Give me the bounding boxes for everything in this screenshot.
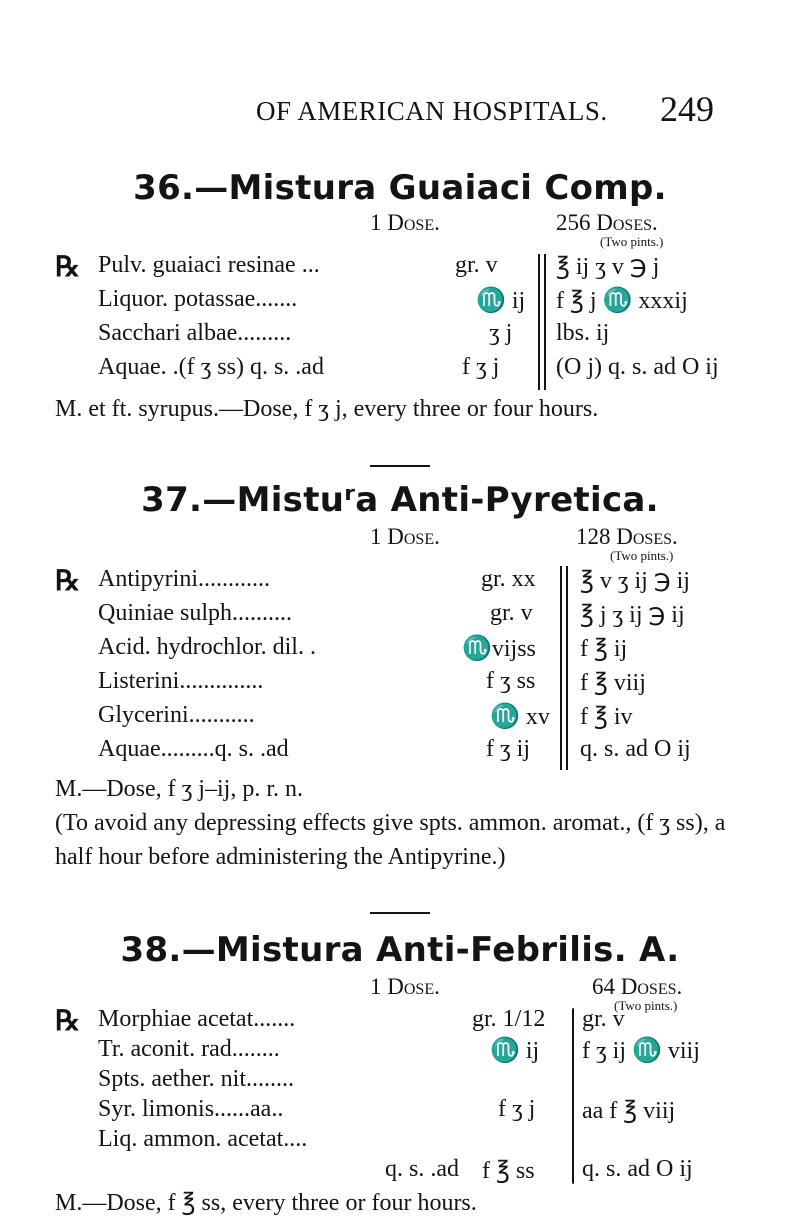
- column-head-note: (Two pints.): [614, 998, 678, 1013]
- directions: M.—Dose, f ʒ j–ij, p. r. n.: [55, 776, 303, 802]
- single-dose: ♏ ij: [490, 1038, 540, 1064]
- column-head-note: (Two pints.): [610, 548, 674, 563]
- ingredient-row: [0, 354, 800, 388]
- single-dose: f ʒ ss: [486, 668, 536, 694]
- single-dose: ʒ j: [489, 320, 513, 346]
- single-dose: gr. xx: [481, 566, 536, 592]
- ingredient-row: [0, 1126, 800, 1160]
- ingredient-row: [0, 252, 800, 286]
- single-dose: ♏ ij: [476, 288, 526, 314]
- running-head: [0, 86, 800, 136]
- ingredient-row: [0, 320, 800, 354]
- column-head-single-dose: 1 Dose.: [370, 974, 440, 999]
- single-dose: gr. 1/12: [472, 1006, 546, 1032]
- single-dose: f ʒ j: [498, 1096, 536, 1122]
- ingredient-name: Liquor. potassae.......: [98, 286, 298, 312]
- single-dose: f ℥ ss: [482, 1158, 535, 1184]
- ingredient-name: Liq. ammon. acetat....: [98, 1126, 308, 1152]
- total-dose: lbs. ij: [556, 320, 610, 346]
- recipe-symbol: ℞: [55, 252, 81, 283]
- section-divider: [370, 912, 430, 914]
- recipe-symbol: ℞: [55, 566, 81, 597]
- administration-note: (To avoid any depressing effects give spts. ammon. aromat., (f ʒ ss), a half hour before administering the Antipyrine.): [55, 810, 726, 870]
- ingredient-row: [0, 668, 800, 702]
- column-head-single-dose: 1 Dose.: [370, 210, 440, 235]
- total-dose: f ʒ ij ♏ viij: [582, 1038, 700, 1064]
- total-dose: aa f ℥ viij: [582, 1098, 676, 1124]
- column-head-note: (Two pints.): [600, 234, 664, 249]
- total-dose: (O j) q. s. ad O ij: [556, 354, 719, 380]
- ingredient-row: [0, 1156, 800, 1190]
- ingredient-row: [0, 736, 800, 770]
- total-dose: f ℥ j ♏ xxxij: [556, 288, 688, 314]
- ingredient-row: [0, 566, 800, 600]
- ingredient-row: [0, 634, 800, 668]
- total-dose: ℥ j ʒ ij ℈ ij: [580, 602, 685, 628]
- directions: M.—Dose, f ℥ ss, every three or four hours.: [55, 1190, 477, 1216]
- ingredient-row: [0, 600, 800, 634]
- single-dose: ♏vijss: [462, 636, 536, 662]
- total-dose: f ℥ viij: [580, 670, 646, 696]
- single-dose: f ʒ j: [462, 354, 500, 380]
- running-head-title: OF AMERICAN HOSPITALS.: [256, 96, 608, 126]
- ingredient-row: [0, 1006, 800, 1040]
- column-head-single-dose: 1 Dose.: [370, 524, 440, 549]
- total-dose: f ℥ ij: [580, 636, 628, 662]
- ingredient-name: Sacchari albae.........: [98, 320, 292, 346]
- ingredient-name: q. s. .ad: [385, 1156, 459, 1182]
- total-dose: ℥ v ʒ ij ℈ ij: [580, 568, 690, 594]
- total-dose: q. s. ad O ij: [580, 736, 691, 762]
- column-head-total-doses: 128 Doses.: [576, 524, 678, 549]
- ingredient-name: Tr. aconit. rad........: [98, 1036, 280, 1062]
- single-dose: gr. v: [455, 252, 498, 278]
- ingredient-name: Quiniae sulph..........: [98, 600, 292, 626]
- ingredient-name: Morphiae acetat.......: [98, 1006, 296, 1032]
- total-dose: f ℥ iv: [580, 704, 633, 730]
- ingredient-name: Listerini..............: [98, 668, 264, 694]
- single-dose: ♏ xv: [490, 704, 550, 730]
- page-number: 249: [660, 89, 714, 129]
- ingredient-name: Spts. aether. nit........: [98, 1066, 294, 1092]
- total-dose: ℥ ij ʒ v ℈ j: [556, 254, 660, 280]
- ingredient-name: Pulv. guaiaci resinae ...: [98, 252, 320, 278]
- formula-title: 36.—Mistura Guaiaci Comp.: [133, 168, 667, 208]
- ingredient-name: Antipyrini............: [98, 566, 270, 592]
- formula-title: 37.—Mistuʳa Anti-Pyretica.: [141, 480, 659, 520]
- section-divider: [370, 465, 430, 467]
- directions: M. et ft. syrupus.—Dose, f ʒ j, every three or four hours.: [55, 396, 599, 422]
- ingredient-row: [0, 1036, 800, 1070]
- ingredient-row: [0, 1096, 800, 1130]
- ingredient-name: Aquae. .(f ʒ ss) q. s. .ad: [98, 354, 324, 380]
- ingredient-row: [0, 286, 800, 320]
- ingredient-row: [0, 702, 800, 736]
- column-head-total-doses: 256 Doses.: [556, 210, 658, 235]
- single-dose: f ʒ ij: [486, 736, 530, 762]
- ingredient-name: Glycerini...........: [98, 702, 255, 728]
- column-head-total-doses: 64 Doses.: [592, 974, 683, 999]
- single-dose: gr. v: [490, 600, 533, 626]
- total-dose: q. s. ad O ij: [582, 1156, 693, 1182]
- formula-title: 38.—Mistura Anti-Febrilis. A.: [120, 930, 680, 970]
- ingredient-row: [0, 1066, 800, 1100]
- total-dose: gr. v: [582, 1006, 625, 1032]
- recipe-symbol: ℞: [55, 1006, 81, 1037]
- ingredient-name: Aquae.........q. s. .ad: [98, 736, 289, 762]
- ingredient-name: Syr. limonis......aa..: [98, 1096, 284, 1122]
- ingredient-name: Acid. hydrochlor. dil. .: [98, 634, 316, 660]
